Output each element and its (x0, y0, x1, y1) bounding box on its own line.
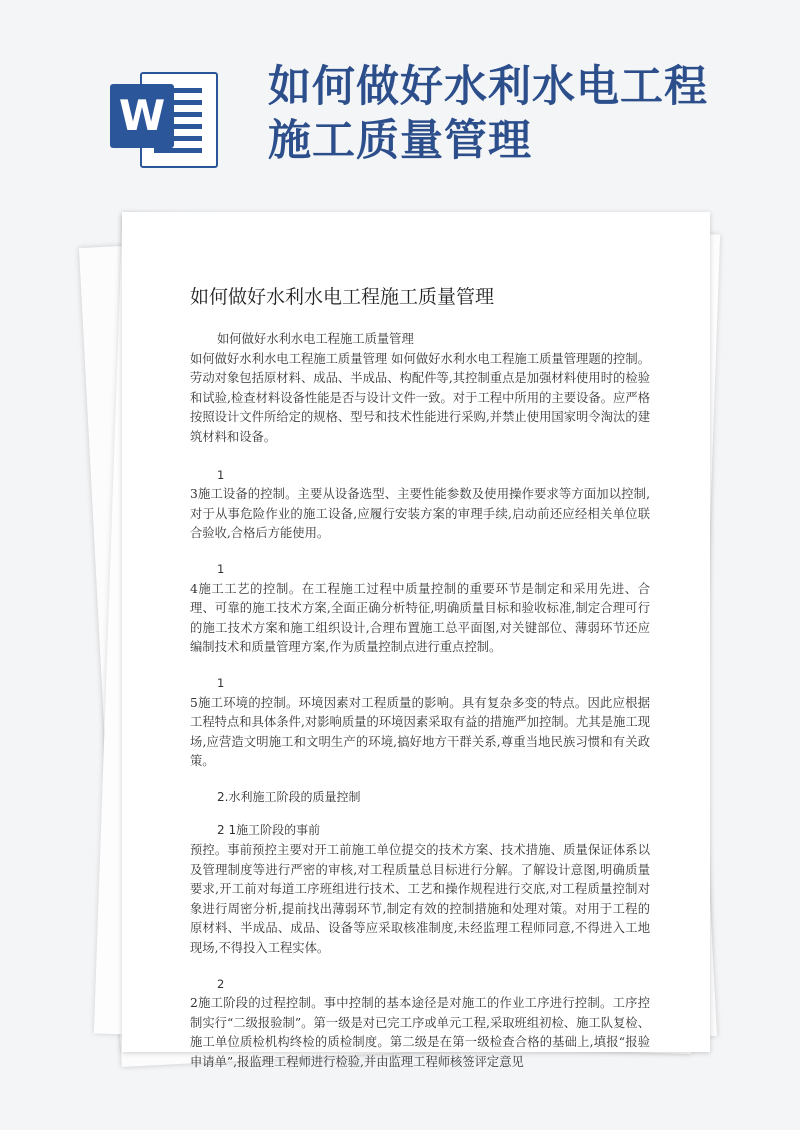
paragraph-number: 1 (217, 561, 225, 576)
page-title (268, 60, 768, 168)
document-title: 如何做好水利水电工程施工质量管理 (190, 286, 495, 308)
paragraph: 3施工设备的控制。主要从设备选型、主要性能参数及使用操作要求等方面加以控制,对于从事危险作业的施工设备,应履行安装方案的审理手续,启动前还应经相关单位联合验收,合格后方能使用。 (190, 487, 650, 541)
text-line-shape (154, 148, 202, 153)
section-heading: 2.水利施工阶段的质量控制 (217, 789, 361, 804)
paragraph: 4施工工艺的控制。在工程施工过程中质量控制的重要环节是制定和采用先进、合理、可靠的施工技术方案,全面正确分析特征,明确质量目标和验收标准,制定合理可行的施工技术方案和施工组织设计,合理布置施工总平面图,对关键部位、薄弱环节还应编制技术和质量管理方案,作为质量控制点进行重点控制。 (190, 581, 650, 655)
document-body (190, 330, 650, 1073)
page-title-line-2: 施工质量管理 (268, 116, 532, 166)
paragraph: 如何做好水利水电工程施工质量管理 (217, 332, 414, 346)
paragraph: 5施工环境的控制。环境因素对工程质量的影响。具有复杂多变的特点。因此应根据工程特点和具体条件,对影响质量的环境因素采取有益的措施严加控制。尤其是施工现场,应营造文明施工和文明生产的环境,搞好地方干群关系,尊重当地民族习惯和有关政策。 (190, 695, 650, 769)
subsection-heading: 2 1施工阶段的事前 (217, 823, 321, 838)
paragraph: 预控。事前预控主要对开工前施工单位提交的技术方案、技术措施、质量保证体系以及管理制度等进行严密的审核,对工程质量总目标进行分解。了解设计意图,明确质量要求,开工前对每道工序班组进行技术、工艺和操作规程进行交底,对工程质量控制对象进行周密分析,提前找出薄弱环节,制定有效的控制措施和处理对策。对用于工程的原材料、半成品、成品、设备等应采取核准制度,未经监理工程师同意,不得进入工地现场,不得投入工程实体。 (190, 843, 650, 956)
document-page (122, 212, 710, 1069)
paragraph: 如何做好水利水电工程施工质量管理 如何做好水利水电工程施工质量管理题的控制。劳动对象包括原材料、成品、半成品、构配件等,其控制重点是加强材料使用时的检验和试验,检查材料设备性能是否与设计文件一致。对于工程中所用的主要设备。应严格按照设计文件所给定的规格、型号和技术性能进行采购,并禁止使用国家明令淘汰的建筑材料和设备。 (190, 351, 650, 444)
paragraph-number: 1 (217, 675, 225, 690)
page-title-line-1: 如何做好水利水电工程 (268, 62, 708, 112)
paragraph-number: 1 (217, 467, 225, 482)
paragraph-number: 2 (217, 976, 225, 991)
word-badge: W (110, 84, 174, 148)
paragraph: 2施工阶段的过程控制。事中控制的基本途径是对施工的作业工序进行控制。工序控制实行“二级报验制”。第一级是对已完工序或单元工程,采取班组初检、施工队复检、施工单位质检机构终检的质检制度。第二级是在第一级检查合格的基础上,填报“报验申请单”,报监理工程师进行检验,并由监理工程师核签评定意见 (190, 996, 650, 1069)
word-document-icon (110, 66, 218, 170)
